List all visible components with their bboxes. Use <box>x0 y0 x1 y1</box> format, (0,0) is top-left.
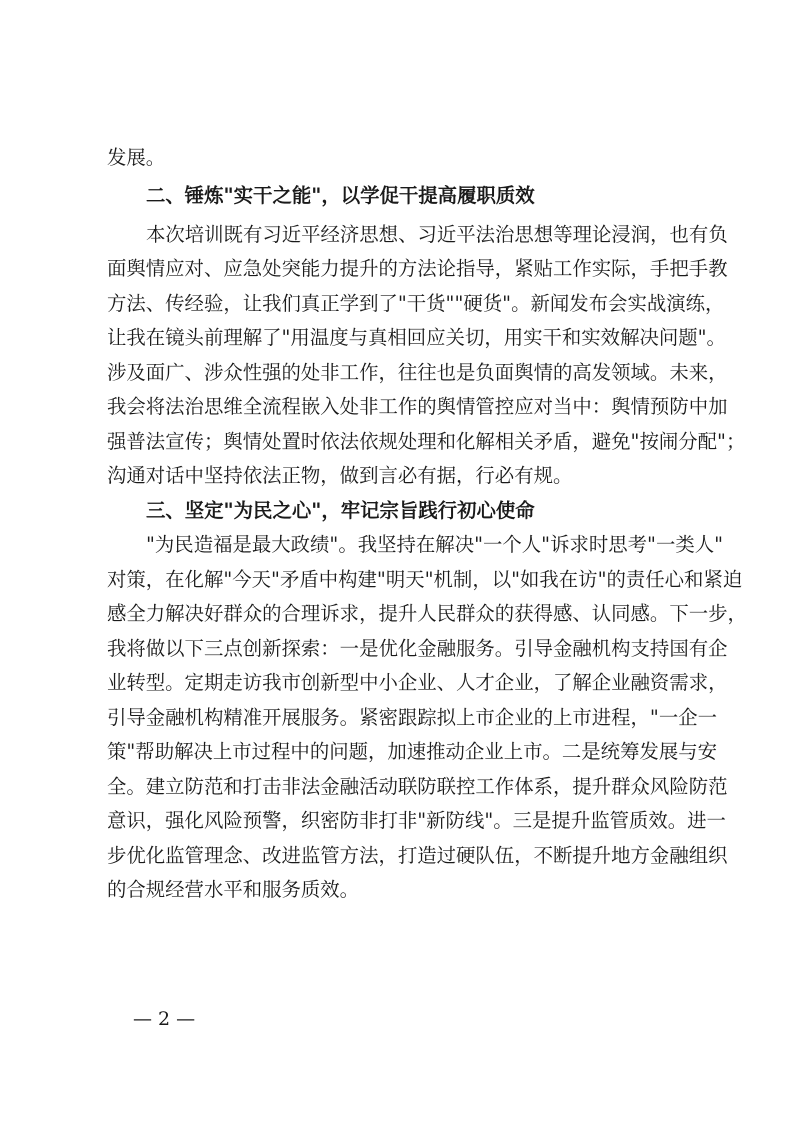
paragraph-line: 涉及面广、涉众性强的处非工作，往往也是负面舆情的高发领域。未来， <box>107 361 728 384</box>
paragraph-line: 我会将法治思维全流程嵌入处非工作的舆情管控应对当中：舆情预防中加 <box>107 395 728 418</box>
paragraph-line: 强普法宣传；舆情处置时依法依规处理和化解相关矛盾，避免"按闹分配"； <box>107 430 746 453</box>
paragraph-line: 引导金融机构精准开展服务。紧密跟踪拟上市企业的上市进程，"一企一 <box>107 706 718 729</box>
paragraph-line: 本次培训既有习近平经济思想、习近平法治思想等理论浸润，也有负 <box>146 223 728 246</box>
paragraph-line: 的合规经营水平和服务质效。 <box>107 878 360 901</box>
paragraph-line: 让我在镜头前理解了"用温度与真相回应关切，用实干和实效解决问题"。 <box>107 326 726 349</box>
paragraph-line: 步优化监管理念、改进监管方法，打造过硬队伍，不断提升地方金融组织 <box>107 844 728 867</box>
paragraph-line: 意识，强化风险预警，织密防非打非"新防线"。三是提升监管质效。进一 <box>107 809 726 832</box>
paragraph-line: 全。建立防范和打击非法金融活动联防联控工作体系，提升群众风险防范 <box>107 775 728 798</box>
paragraph-line: 发展。 <box>107 146 166 169</box>
paragraph-line: 面舆情应对、应急处突能力提升的方法论指导，紧贴工作实际，手把手教 <box>107 257 728 280</box>
paragraph-line: 对策，在化解"今天"矛盾中构建"明天"机制，以"如我在访"的责任心和紧迫 <box>107 568 743 591</box>
paragraph-line: 沟通对话中坚持依法正物，做到言必有据，行必有规。 <box>107 464 573 487</box>
paragraph-line: "为民造福是最大政绩"。我坚持在解决"一个人"诉求时思考"一类人" <box>146 533 724 556</box>
paragraph-line: 感全力解决好群众的合理诉求，提升人民群众的获得感、认同感。下一步， <box>107 602 747 625</box>
paragraph-line: 策"帮助解决上市过程中的问题，加速推动企业上市。二是统筹发展与安 <box>107 740 718 763</box>
paragraph-line: 方法、传经验，让我们真正学到了"干货""硬货"。新闻发布会实战演练， <box>107 292 725 315</box>
paragraph-line: 业转型。定期走访我市创新型中小企业、人才企业，了解企业融资需求， <box>107 671 728 694</box>
section-heading: 二、锤炼"实干之能"，以学促干提高履职质效 <box>146 184 535 207</box>
paragraph-line: 我将做以下三点创新探索：一是优化金融服务。引导金融机构支持国有企 <box>107 637 728 660</box>
section-heading: 三、坚定"为民之心"，牢记宗旨践行初心使命 <box>146 499 535 522</box>
page-number: — 2 — <box>133 1008 196 1030</box>
